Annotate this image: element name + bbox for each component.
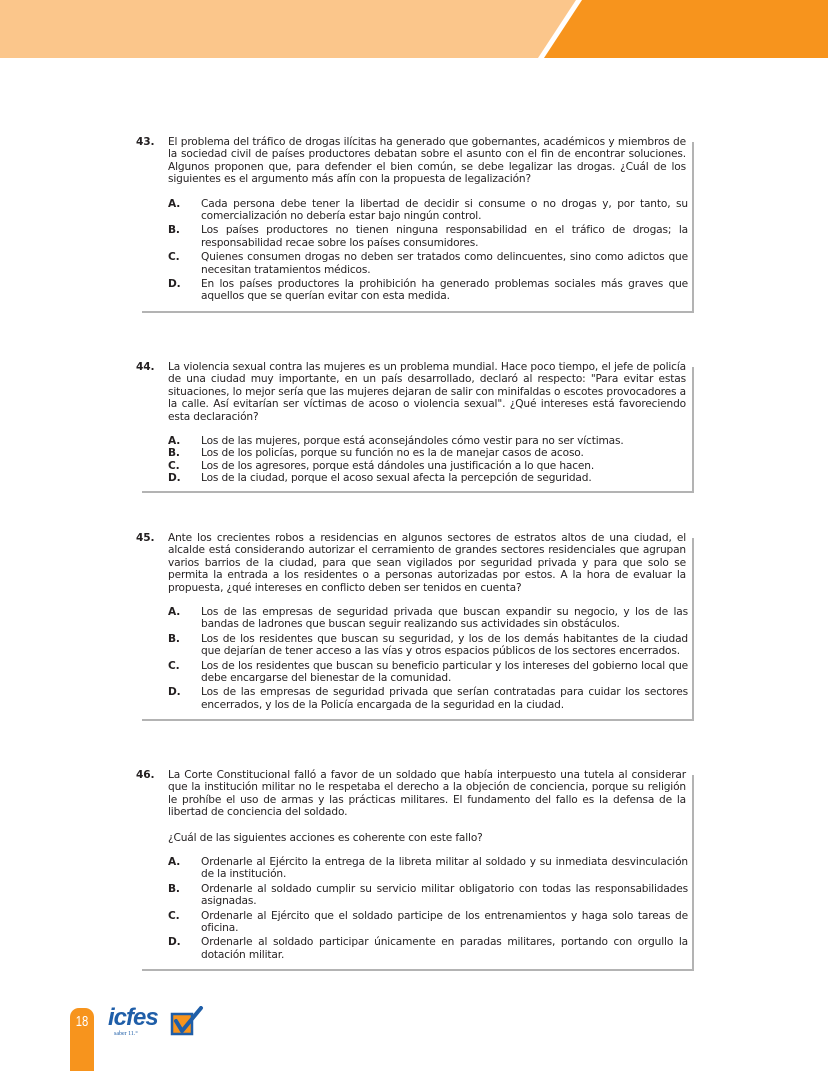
stem-paragraph: El problema del tráfico de drogas ilícitas ha generado que gobernantes, académicos y miembros de la sociedad civil de países productores debatan sobre el asunto con el fin de encontrar soluciones. Algunos proponen que, para defender el bien común, se debe legalizar las drogas. ¿Cuál de los siguientes es el argumento más afín con la propuesta de legalización? <box>168 136 686 186</box>
box-shadow-bottom <box>142 719 694 721</box>
option-text: Los de los agresores, porque está dándoles una justificación a lo que hacen. <box>201 459 595 472</box>
box-shadow-bottom <box>142 491 694 493</box>
stem-paragraph: La Corte Constitucional falló a favor de un soldado que había interpuesto una tutela al considerar que la institución militar no le respetaba el derecho a la objeción de conciencia, porque su religión le prohíbe el uso de armas y las prácticas militares. El fundamento del fallo es la defensa de la libertad de conciencia del soldado. <box>168 769 686 819</box>
option-b[interactable] <box>168 447 688 459</box>
option-a[interactable] <box>168 606 688 631</box>
option-a[interactable] <box>168 856 688 881</box>
question-number: 46. <box>136 769 155 781</box>
option-text: Los de las empresas de seguridad privada que buscan expandir su negocio, y los de las bandas de ladrones que buscan seguir realizando sus actividades sin obstáculos. <box>201 606 688 631</box>
option-letter: C. <box>168 909 180 922</box>
option-text: Los de los residentes que buscan su seguridad, y los de los demás habitantes de la ciudad que dejarían de tener acceso a las vías y otros espacios públicos de los sectores encerrados. <box>201 632 688 658</box>
option-c[interactable] <box>168 910 688 935</box>
option-letter: A. <box>168 606 181 619</box>
option-text: Ordenarle al Ejército que el soldado participe de los entrenamientos y haga solo tareas de oficina. <box>201 909 688 935</box>
option-text: Los de la ciudad, porque el acoso sexual afecta la percepción de seguridad. <box>201 472 592 485</box>
question-stem <box>136 532 688 594</box>
stem-question: ¿Cuál de las siguientes acciones es coherente con este fallo? <box>168 831 483 844</box>
question-number: 43. <box>136 136 155 148</box>
option-letter: D. <box>168 472 181 485</box>
option-letter: C. <box>168 251 180 264</box>
question-text <box>168 769 688 844</box>
header-band-graphic <box>0 0 828 58</box>
option-text: Ordenarle al Ejército la entrega de la libreta militar al soldado y su inmediata desvinculación de la institución. <box>201 856 688 881</box>
option-b[interactable] <box>168 224 688 249</box>
option-text: Ordenarle al soldado cumplir su servicio militar obligatorio con todas las responsabilidades asignadas. <box>201 882 688 908</box>
header-band <box>0 0 828 58</box>
option-letter: C. <box>168 659 180 672</box>
option-d[interactable] <box>168 686 688 711</box>
option-letter: B. <box>168 224 180 237</box>
option-d[interactable] <box>168 278 688 303</box>
option-text: En los países productores la prohibición ha generado problemas sociales más graves que aquellos que se querían evitar con esta medida. <box>201 278 688 303</box>
option-a[interactable] <box>168 198 688 223</box>
question-stem <box>136 136 688 186</box>
question-stem <box>136 361 688 423</box>
box-shadow-right <box>692 775 694 969</box>
option-text: Los de los residentes que buscan su beneficio particular y los intereses del gobierno local que debe encargarse del bienestar de la comunidad. <box>201 659 688 685</box>
option-letter: A. <box>168 856 181 869</box>
answer-options <box>136 856 688 961</box>
question-number: 44. <box>136 361 155 373</box>
question-stem <box>136 769 688 844</box>
question-44 <box>136 361 688 485</box>
option-text: Ordenarle al soldado participar únicamente en paradas militares, portando con orgullo la dotación militar. <box>201 936 688 961</box>
option-d[interactable] <box>168 472 688 484</box>
logo-subtitle: saber 11.° <box>114 1031 138 1037</box>
option-text: Los de los policías, porque su función no es la de manejar casos de acoso. <box>201 447 584 460</box>
icfes-logo <box>108 1006 204 1044</box>
question-45 <box>136 532 688 713</box>
option-letter: A. <box>168 435 181 448</box>
question-text <box>168 136 688 186</box>
option-text: Los de las empresas de seguridad privada que serían contratadas para cuidar los sectores encerrados, y los de la Policía encargada de la seguridad en la ciudad. <box>201 686 688 711</box>
checkmark-box-icon <box>170 1006 204 1036</box>
option-letter: D. <box>168 278 181 291</box>
option-text: Los países productores no tienen ninguna responsabilidad en el tráfico de drogas; la responsabilidad recae sobre los países consumidores. <box>201 224 688 249</box>
stem-paragraph: Ante los crecientes robos a residencias en algunos sectores de estratos altos de una ciudad, el alcalde está considerando autorizar el cerramiento de grandes sectores residenciales que agrupan varios barrios de la ciudad, para que sean vigilados por seguridad privada y para que solo se permita la entrada a los residentes o a personas autorizadas por estos. A la hora de evaluar la propuesta, ¿qué intereses en conflicto deben ser tenidos en cuenta? <box>168 532 686 594</box>
option-d[interactable] <box>168 936 688 961</box>
option-c[interactable] <box>168 660 688 685</box>
option-letter: B. <box>168 882 180 895</box>
option-text: Cada persona debe tener la libertad de decidir si consume o no drogas y, por tanto, su comercialización no debería estar bajo ningún control. <box>201 197 688 223</box>
box-shadow-right <box>692 367 694 491</box>
option-b[interactable] <box>168 633 688 658</box>
option-c[interactable] <box>168 251 688 276</box>
option-letter: C. <box>168 459 180 472</box>
header-dark-band <box>542 0 828 58</box>
page-number: 18 <box>75 1013 89 1030</box>
box-shadow-right <box>692 142 694 311</box>
option-c[interactable] <box>168 460 688 472</box>
option-text: Los de las mujeres, porque está aconsejándoles cómo vestir para no ser víctimas. <box>201 435 624 448</box>
question-text <box>168 361 688 423</box>
answer-options <box>136 435 688 485</box>
logo-wordmark: icfes <box>108 1004 158 1031</box>
question-text <box>168 532 688 594</box>
answer-options <box>136 606 688 711</box>
option-letter: B. <box>168 632 180 645</box>
box-shadow-bottom <box>142 969 694 971</box>
question-46 <box>136 769 688 963</box>
option-letter: A. <box>168 197 181 210</box>
option-a[interactable] <box>168 435 688 447</box>
answer-options <box>136 198 688 303</box>
stem-paragraph: La violencia sexual contra las mujeres es un problema mundial. Hace poco tiempo, el jefe de policía de una ciudad muy importante, en un país desarrollado, declaró al respecto: "Para evitar estas situaciones, lo mejor sería que las mujeres dejaran de salir con minifaldas o escotes provocadores a la calle. Así evitarían ser víctimas de acoso o violencia sexual". ¿Qué intereses está favoreciendo esta declaración? <box>168 361 686 423</box>
box-shadow-bottom <box>142 311 694 313</box>
option-b[interactable] <box>168 883 688 908</box>
question-number: 45. <box>136 532 155 544</box>
question-43 <box>136 136 688 305</box>
box-shadow-right <box>692 538 694 719</box>
option-text: Quienes consumen drogas no deben ser tratados como delincuentes, sino como adictos que necesitan tratamientos médicos. <box>201 251 688 276</box>
option-letter: D. <box>168 686 181 699</box>
option-letter: B. <box>168 447 180 460</box>
option-letter: D. <box>168 936 181 949</box>
